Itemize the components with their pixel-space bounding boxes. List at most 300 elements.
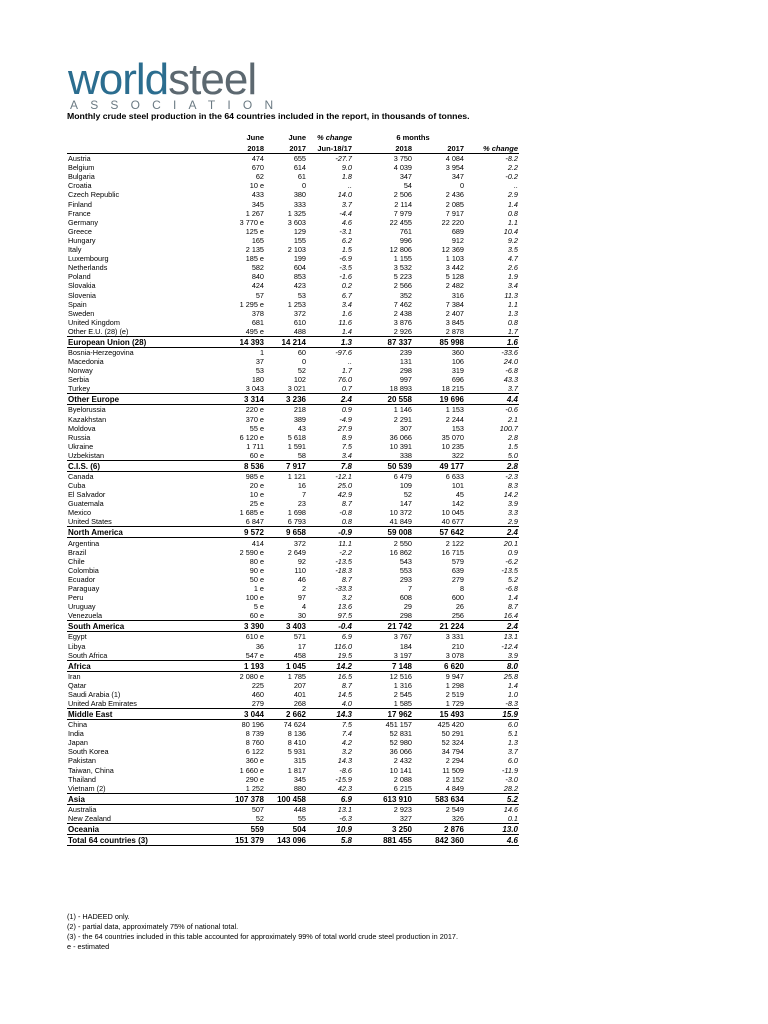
six-months-2017-value: 3 331 — [445, 632, 464, 642]
six-months-2018-value: 2 923 — [393, 804, 412, 814]
june-pct-change: 97.5 — [337, 611, 352, 621]
six-months-2018-value: 2 926 — [393, 326, 412, 336]
table-row — [67, 290, 519, 299]
june-2017-value: 129 — [293, 226, 306, 236]
spacer — [353, 460, 361, 471]
table-row — [67, 681, 519, 690]
june-2017-value: 315 — [293, 756, 306, 766]
june-2017-value: 458 — [293, 650, 306, 660]
june-2018-value: 1 711 — [246, 441, 264, 451]
table-row — [67, 804, 519, 814]
country-name: Byelorussia — [68, 405, 106, 415]
june-2018-value: 60 e — [249, 450, 264, 460]
six-months-pct-change: -2.3 — [505, 472, 518, 481]
june-pct-change: 3.2 — [341, 593, 352, 603]
june-2018-value: 6 847 — [245, 517, 264, 527]
june-pct-change: 4.2 — [341, 738, 352, 748]
country-name: Canada — [68, 472, 94, 481]
six-months-2018-value: 608 — [399, 593, 412, 603]
six-months-2017-value: 12 369 — [441, 245, 464, 255]
table-row — [67, 690, 519, 699]
june-pct-change: 76.0 — [337, 375, 352, 385]
six-months-pct-change: 2.9 — [507, 517, 518, 527]
logo-subtitle: ASSOCIATION — [70, 98, 286, 112]
header-june-2017: June — [288, 133, 306, 142]
region-total-row — [67, 708, 519, 719]
spacer — [353, 490, 361, 499]
six-months-2017-value: 1 103 — [445, 254, 464, 264]
six-months-2017-value: 21 224 — [413, 621, 465, 632]
six-months-pct-change: 1.6 — [465, 336, 519, 347]
six-months-2017-value: 319 — [451, 366, 464, 376]
june-2017-value: 5 931 — [287, 747, 306, 757]
country-name: Other E.U. (28) (e) — [68, 326, 129, 336]
spacer — [353, 602, 361, 611]
six-months-2017-value: 2 519 — [445, 689, 464, 699]
spacer — [353, 671, 361, 681]
june-2018-value: 80 e — [249, 556, 264, 566]
spacer — [353, 557, 361, 566]
six-months-2017-value: 600 — [451, 593, 464, 603]
june-pct-change: -97.6 — [335, 347, 352, 357]
six-months-pct-change: 43.3 — [503, 375, 518, 385]
six-months-2018-value: 7 462 — [393, 299, 412, 309]
six-months-2017-value: 316 — [451, 290, 464, 300]
six-months-2017-value: 210 — [451, 641, 464, 651]
six-months-2017-value: 3 078 — [445, 650, 464, 660]
june-2018-value: 151 379 — [207, 834, 265, 845]
june-pct-change: 0.2 — [341, 281, 352, 291]
country-name: Paraguay — [68, 584, 100, 594]
table-row — [67, 538, 519, 548]
spacer — [353, 236, 361, 245]
june-2018-value: 279 — [251, 698, 264, 708]
header-year-2017: 2017 — [265, 142, 307, 154]
june-2017-value: 97 — [297, 593, 306, 603]
country-name: Argentina — [68, 538, 100, 548]
june-2018-value: 8 739 — [245, 729, 264, 739]
spacer — [353, 209, 361, 218]
june-2017-value: 853 — [293, 272, 306, 282]
six-months-pct-change: 1.3 — [507, 308, 518, 318]
june-2018-value: 50 e — [249, 574, 264, 584]
table-row — [67, 433, 519, 442]
country-name: Kazakhstan — [68, 414, 107, 424]
six-months-2018-value: 347 — [399, 172, 412, 182]
six-months-2017-value: 101 — [451, 481, 464, 491]
spacer — [353, 414, 361, 423]
spacer — [353, 538, 361, 548]
country-name: Luxembourg — [68, 254, 109, 264]
june-2018-value: 460 — [251, 689, 264, 699]
table-header-row-2 — [67, 142, 519, 154]
june-2017-value: 6 793 — [287, 517, 306, 527]
six-months-2018-value: 613 910 — [361, 793, 413, 804]
june-pct-change: 6.7 — [341, 290, 352, 300]
six-months-2018-value: 29 — [403, 602, 412, 612]
june-2018-value: 10 e — [249, 490, 264, 500]
june-2017-value: 60 — [297, 347, 306, 357]
june-pct-change: 5.8 — [307, 834, 353, 845]
june-2018-value: 610 e — [245, 632, 264, 642]
six-months-pct-change: 14.2 — [503, 490, 518, 500]
six-months-2018-value: 543 — [399, 556, 412, 566]
june-2017-value: 53 — [297, 290, 306, 300]
june-2017-value: 372 — [293, 308, 306, 318]
country-name: Africa — [67, 660, 207, 671]
june-2017-value: 46 — [297, 574, 306, 584]
six-months-2018-value: 3 750 — [393, 154, 412, 164]
page-title: Monthly crude steel production in the 64 countries included in the report, in thousands of tonnes. — [67, 111, 470, 121]
six-months-2018-value: 307 — [399, 423, 412, 433]
footnote-e: e - estimated — [67, 942, 110, 951]
six-months-2017-value: 6 620 — [413, 660, 465, 671]
table-row — [67, 172, 519, 181]
spacer — [353, 336, 361, 347]
six-months-pct-change: -0.2 — [505, 172, 518, 182]
june-2017-value: 61 — [297, 172, 306, 182]
june-2017-value: 3 236 — [265, 394, 307, 405]
six-months-2017-value: 4 849 — [445, 783, 464, 793]
six-months-2018-value: 22 455 — [389, 217, 412, 227]
country-name: Saudi Arabia (1) — [68, 689, 121, 699]
six-months-2017-value: 49 177 — [413, 460, 465, 471]
six-months-pct-change: 1.3 — [507, 738, 518, 748]
six-months-2018-value: 147 — [399, 499, 412, 509]
june-2017-value: 1 045 — [265, 660, 307, 671]
june-pct-change: 25.0 — [337, 481, 352, 491]
spacer — [353, 405, 361, 415]
june-2018-value: 225 — [251, 680, 264, 690]
six-months-2017-value: 106 — [451, 357, 464, 367]
six-months-2018-value: 2 114 — [394, 199, 412, 209]
june-2018-value: 559 — [207, 823, 265, 834]
six-months-2018-value: 2 566 — [393, 281, 412, 291]
six-months-pct-change: 16.4 — [503, 611, 518, 621]
table-row — [67, 414, 519, 423]
june-pct-change: 14.3 — [307, 708, 353, 719]
six-months-pct-change: 11.3 — [504, 290, 518, 300]
six-months-2017-value: 2 482 — [445, 281, 464, 291]
june-pct-change: -0.8 — [339, 508, 352, 518]
six-months-pct-change: 14.6 — [503, 804, 518, 814]
country-name: Bosnia-Herzegovina — [68, 347, 134, 357]
six-months-pct-change: 1.1 — [507, 217, 518, 227]
six-months-2017-value: 3 442 — [445, 263, 464, 273]
six-months-pct-change: 13.0 — [465, 823, 519, 834]
six-months-2017-value: 4 084 — [445, 154, 464, 164]
six-months-pct-change: -33.6 — [501, 347, 518, 357]
june-2017-value: 52 — [297, 366, 306, 376]
june-2018-value: 6 122 — [245, 747, 264, 757]
june-2018-value: 107 378 — [207, 793, 265, 804]
six-months-2018-value: 2 506 — [393, 190, 412, 200]
june-2018-value: 1 267 — [245, 208, 264, 218]
country-name: Poland — [68, 272, 91, 282]
june-2018-value: 414 — [251, 538, 264, 548]
six-months-2017-value: 15 493 — [413, 708, 465, 719]
six-months-2017-value: 6 633 — [445, 472, 464, 481]
six-months-pct-change: 6.0 — [507, 756, 518, 766]
june-2018-value: 90 e — [249, 565, 264, 575]
june-pct-change: 0.9 — [341, 405, 352, 415]
june-2018-value: 681 — [251, 317, 264, 327]
six-months-pct-change: 0.1 — [507, 813, 518, 823]
header-pct-change: % change — [316, 133, 352, 142]
six-months-2018-value: 1 155 — [393, 254, 412, 264]
table-row — [67, 190, 519, 199]
table-row — [67, 814, 519, 824]
table-row — [67, 471, 519, 481]
country-name: Australia — [68, 804, 97, 814]
six-months-2018-value: 6 215 — [393, 783, 412, 793]
june-2017-value: 155 — [293, 235, 306, 245]
june-pct-change: 13.1 — [337, 804, 352, 814]
spacer — [353, 548, 361, 557]
six-months-pct-change: 13.1 — [503, 632, 518, 642]
six-months-pct-change: 8.7 — [507, 602, 518, 612]
six-months-2018-value: 996 — [399, 235, 412, 245]
table-row — [67, 327, 519, 337]
june-2018-value: 25 e — [249, 499, 264, 509]
six-months-2017-value: 50 291 — [441, 729, 464, 739]
spacer — [353, 272, 361, 281]
june-2018-value: 36 — [255, 641, 264, 651]
table-row — [67, 384, 519, 394]
june-2018-value: 378 — [251, 308, 264, 318]
june-pct-change: 7.8 — [307, 460, 353, 471]
six-months-2018-value: 12 516 — [389, 671, 412, 681]
six-months-2017-value: 57 642 — [413, 527, 465, 538]
country-name: Hungary — [68, 235, 96, 245]
table-row — [67, 566, 519, 575]
june-pct-change: -6.9 — [339, 254, 352, 264]
six-months-pct-change: -6.8 — [505, 366, 518, 376]
country-name: Sweden — [68, 308, 95, 318]
six-months-pct-change: 4.6 — [465, 834, 519, 845]
six-months-pct-change: 2.9 — [507, 190, 518, 200]
six-months-2018-value: 52 980 — [389, 738, 412, 748]
table-row — [67, 729, 519, 738]
six-months-pct-change: 9.2 — [507, 235, 518, 245]
six-months-2018-value: 41 849 — [389, 517, 412, 527]
june-2018-value: 60 e — [249, 611, 264, 621]
table-row — [67, 632, 519, 642]
june-2017-value: 2 662 — [265, 708, 307, 719]
june-2017-value: 610 — [293, 317, 306, 327]
production-table-container — [67, 131, 519, 846]
june-2017-value: 614 — [293, 163, 306, 173]
country-name: Slovenia — [68, 290, 96, 300]
june-2017-value: 345 — [293, 774, 306, 784]
table-row — [67, 163, 519, 172]
june-2017-value: 23 — [297, 499, 306, 509]
june-2018-value: 360 e — [245, 756, 264, 766]
six-months-pct-change: 0.8 — [507, 208, 518, 218]
six-months-2018-value: 54 — [403, 181, 412, 191]
country-name: Finland — [68, 199, 92, 209]
six-months-2018-value: 3 767 — [393, 632, 412, 642]
spacer — [353, 442, 361, 451]
six-months-2018-value: 52 — [403, 490, 412, 500]
six-months-2017-value: 34 794 — [441, 747, 464, 757]
june-2017-value: 333 — [293, 199, 306, 209]
spacer — [353, 793, 361, 804]
table-row — [67, 218, 519, 227]
header-year-2018: 2018 — [207, 142, 265, 154]
six-months-2018-value: 20 558 — [361, 394, 413, 405]
table-row — [67, 366, 519, 375]
june-2018-value: 14 393 — [207, 336, 265, 347]
june-pct-change: 13.6 — [337, 602, 352, 612]
table-row — [67, 517, 519, 527]
country-name: Uruguay — [68, 602, 96, 612]
june-pct-change: -12.1 — [335, 472, 352, 481]
region-total-row — [67, 621, 519, 632]
june-pct-change: 1.8 — [341, 172, 352, 182]
country-name: Ukraine — [68, 441, 94, 451]
country-name: Guatemala — [68, 499, 104, 509]
june-pct-change: -18.3 — [335, 565, 352, 575]
table-row — [67, 775, 519, 784]
country-name: Slovakia — [68, 281, 96, 291]
june-pct-change: -2.2 — [339, 547, 352, 557]
spacer — [353, 517, 361, 527]
six-months-2017-value: 322 — [451, 450, 464, 460]
june-pct-change: 7.5 — [341, 720, 352, 730]
six-months-2017-value: 2 244 — [445, 414, 464, 424]
june-2017-value: 2 103 — [287, 245, 306, 255]
table-header-row-1 — [67, 131, 519, 142]
table-row — [67, 481, 519, 490]
six-months-2018-value: 7 — [407, 584, 412, 594]
six-months-2018-value: 239 — [399, 347, 412, 357]
six-months-2017-value: 425 420 — [437, 720, 464, 730]
table-row — [67, 548, 519, 557]
country-name: Netherlands — [68, 263, 108, 273]
june-pct-change: 4.0 — [341, 698, 352, 708]
logo-wordmark: worldsteel — [68, 55, 257, 104]
table-row — [67, 451, 519, 461]
june-2018-value: 37 — [255, 357, 264, 367]
table-row — [67, 375, 519, 384]
june-2018-value: 2 135 — [245, 245, 264, 255]
june-pct-change: 0.8 — [341, 517, 352, 527]
six-months-2017-value: 696 — [451, 375, 464, 385]
june-pct-change: -1.6 — [339, 272, 352, 282]
six-months-pct-change: 1.4 — [507, 593, 518, 603]
spacer — [353, 347, 361, 357]
header-6m-2018: 2018 — [361, 142, 413, 154]
six-months-2018-value: 12 806 — [389, 245, 412, 255]
six-months-pct-change: 8.3 — [507, 481, 518, 491]
six-months-2018-value: 10 372 — [389, 508, 412, 518]
six-months-2017-value: 8 — [459, 584, 464, 594]
june-2018-value: 1 685 e — [239, 508, 264, 518]
june-pct-change: 1.3 — [307, 336, 353, 347]
six-months-2018-value: 997 — [399, 375, 412, 385]
six-months-2017-value: 153 — [451, 423, 464, 433]
country-name: Czech Republic — [68, 190, 120, 200]
six-months-2017-value: 52 324 — [441, 738, 464, 748]
spacer — [353, 218, 361, 227]
table-row — [67, 756, 519, 765]
six-months-2017-value: 579 — [451, 556, 464, 566]
six-months-2017-value: 2 085 — [445, 199, 464, 209]
footnote-1: (1) - HADEED only. — [67, 912, 130, 921]
june-2017-value: 16 — [297, 481, 306, 491]
june-2017-value: 143 096 — [265, 834, 307, 845]
six-months-pct-change: -6.8 — [505, 584, 518, 594]
june-pct-change: 14.2 — [307, 660, 353, 671]
spacer — [353, 611, 361, 621]
june-2018-value: 9 572 — [207, 527, 265, 538]
table-row — [67, 209, 519, 218]
june-2018-value: 2 590 e — [239, 547, 264, 557]
table-row — [67, 747, 519, 756]
six-months-pct-change: 2.2 — [507, 163, 518, 173]
country-name: Peru — [68, 593, 84, 603]
table-row — [67, 671, 519, 681]
region-total-row — [67, 793, 519, 804]
six-months-2017-value: 35 070 — [441, 432, 464, 442]
spacer — [353, 660, 361, 671]
six-months-pct-change: 1.0 — [507, 689, 518, 699]
june-2017-value: 488 — [293, 326, 306, 336]
country-name: Croatia — [68, 181, 92, 191]
spacer — [353, 651, 361, 661]
six-months-pct-change: 1.7 — [507, 326, 518, 336]
spacer — [353, 784, 361, 794]
spacer — [353, 394, 361, 405]
six-months-2017-value: 2 436 — [445, 190, 464, 200]
june-pct-change: -4.4 — [339, 208, 352, 218]
june-2017-value: 5 618 — [287, 432, 306, 442]
june-pct-change: -15.9 — [335, 774, 352, 784]
country-name: Belgium — [68, 163, 95, 173]
six-months-pct-change: -8.3 — [505, 698, 518, 708]
grand-total-row — [67, 834, 519, 845]
six-months-2017-value: 10 045 — [441, 508, 464, 518]
table-row — [67, 424, 519, 433]
country-name: Egypt — [68, 632, 87, 642]
june-2018-value: 55 e — [249, 423, 264, 433]
spacer — [353, 154, 361, 164]
spacer — [353, 681, 361, 690]
six-months-2017-value: 2 549 — [445, 804, 464, 814]
header-6m-pct-change: % change — [465, 142, 519, 154]
table-row — [67, 347, 519, 357]
six-months-2018-value: 7 979 — [393, 208, 412, 218]
spacer — [353, 621, 361, 632]
june-pct-change: .. — [347, 181, 352, 191]
june-2017-value: 7 — [301, 490, 306, 500]
june-pct-change: 7.4 — [341, 729, 352, 739]
spacer — [353, 575, 361, 584]
june-2017-value: 2 649 — [287, 547, 306, 557]
country-name: Germany — [68, 217, 99, 227]
june-pct-change: 4.6 — [341, 217, 352, 227]
country-name: C.I.S. (6) — [67, 460, 207, 471]
six-months-2018-value: 52 831 — [389, 729, 412, 739]
june-pct-change: 3.4 — [341, 450, 352, 460]
six-months-2017-value: 10 235 — [441, 441, 464, 451]
june-pct-change: 10.9 — [307, 823, 353, 834]
worldsteel-logo — [68, 55, 286, 112]
six-months-2018-value: 2 550 — [393, 538, 412, 548]
spacer — [353, 424, 361, 433]
country-name: Oceania — [67, 823, 207, 834]
